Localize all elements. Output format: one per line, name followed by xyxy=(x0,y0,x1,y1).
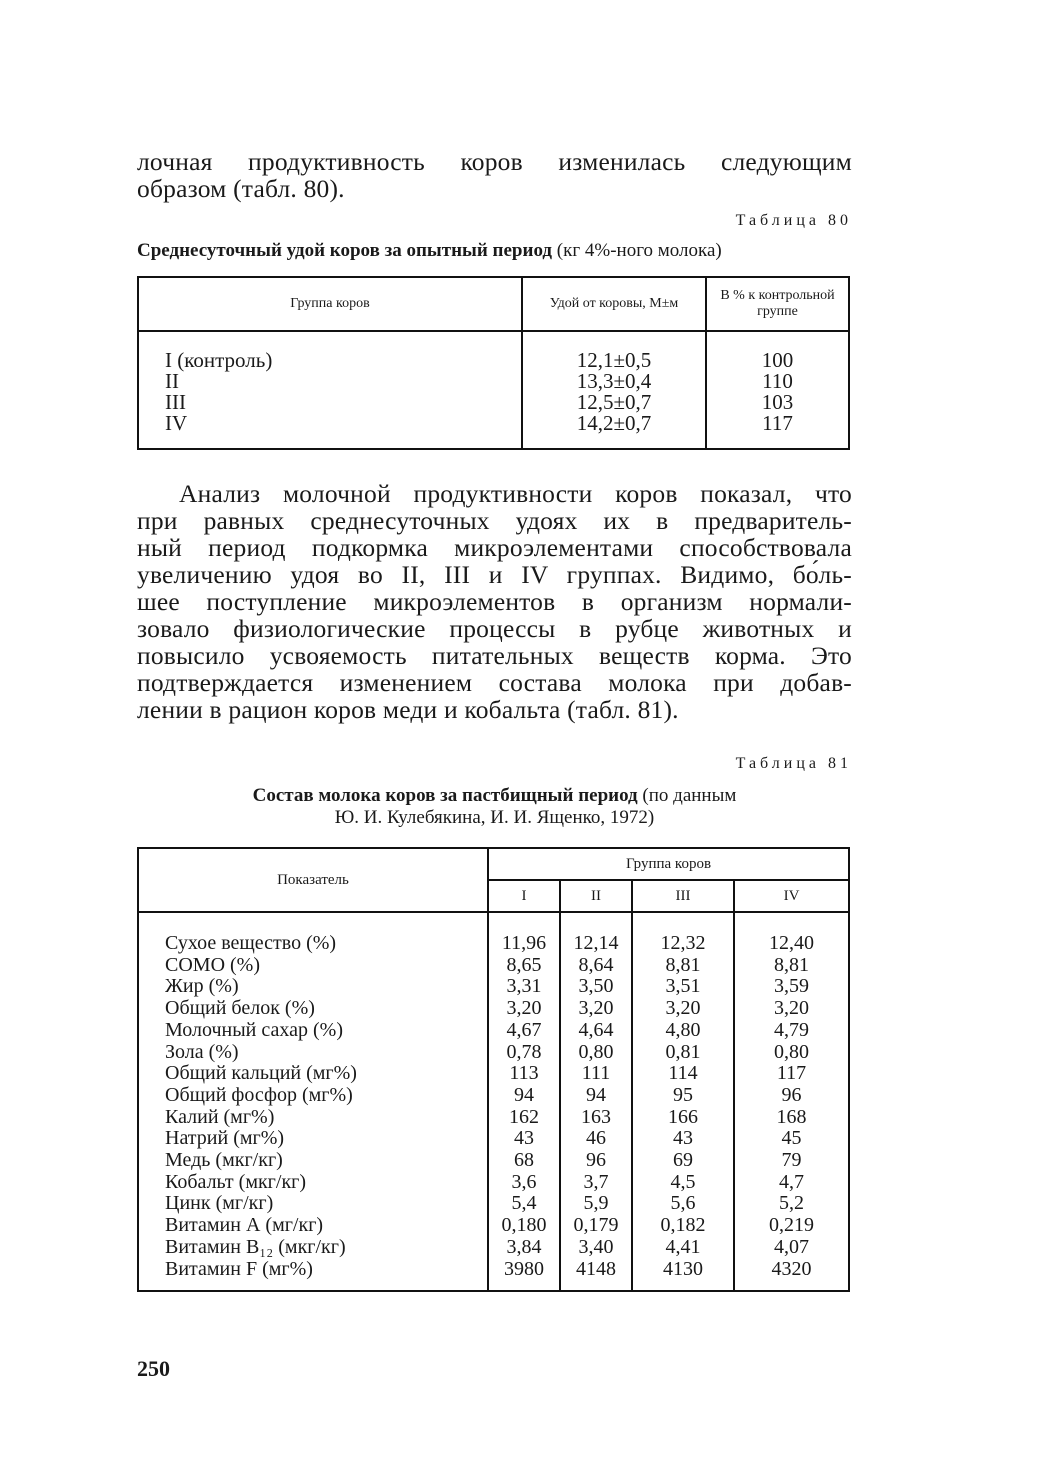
analysis-line: Анализ молочной продуктивности коров показал, что xyxy=(179,479,852,508)
indicator-cell: Общий белок (%) xyxy=(165,997,315,1020)
value-cell: 5,9 xyxy=(583,1192,609,1215)
indicator-cell: Натрий (мг%) xyxy=(165,1127,285,1150)
table81-label: Таблица 81 xyxy=(735,755,852,772)
percent-column xyxy=(706,331,849,449)
value-cell: 4,67 xyxy=(506,1018,542,1041)
value-cell: 117 xyxy=(776,1062,807,1085)
value-cell: 3,20 xyxy=(665,997,701,1020)
analysis-line: зовало физиологические процессы в рубце животных и xyxy=(137,614,852,643)
header-group: Группа коров xyxy=(138,277,522,331)
value-cell: 3,20 xyxy=(774,997,809,1020)
value-cell: 3,7 xyxy=(583,1170,609,1193)
col-i xyxy=(488,912,560,1291)
value-cell: 46 xyxy=(586,1127,606,1150)
indicator-cell: Калий (мг%) xyxy=(165,1105,275,1128)
value-cell: 68 xyxy=(514,1149,534,1172)
table81-title xyxy=(137,785,852,829)
col-iv xyxy=(734,912,849,1291)
indicator-cell: Витамин А (мг/кг) xyxy=(165,1214,324,1237)
value-cell: 166 xyxy=(668,1105,698,1128)
header-yield: Удой от коровы, М±м xyxy=(522,277,706,331)
percent-cell: 110 xyxy=(762,369,793,393)
analysis-line: шее поступление микроэлементов в организм нормали- xyxy=(137,587,852,616)
value-cell: 0,80 xyxy=(774,1040,809,1063)
value-cell: 3,31 xyxy=(506,975,542,998)
value-cell: 162 xyxy=(509,1105,539,1128)
group-cell: I (контроль) xyxy=(165,348,273,372)
value-cell: 8,81 xyxy=(665,953,701,976)
value-cell: 4,7 xyxy=(779,1170,804,1193)
yield-cell: 12,1±0,5 xyxy=(576,348,652,372)
table80-title-text: Среднесуточный удой коров за опытный период xyxy=(137,240,553,261)
value-cell: 96 xyxy=(586,1149,606,1172)
table80-title xyxy=(137,240,852,262)
intro-line: образом (табл. 80). xyxy=(137,174,345,203)
value-cell: 0,219 xyxy=(769,1214,814,1237)
col-ii xyxy=(560,912,632,1291)
value-cell: 8,64 xyxy=(578,953,614,976)
indicator-cell: Жир (%) xyxy=(165,975,239,998)
indicator-cell: Зола (%) xyxy=(165,1040,239,1063)
page-number: 250 xyxy=(137,1356,170,1381)
value-cell: 8,81 xyxy=(774,953,809,976)
analysis-line: подтверждается изменением состава молока при добав- xyxy=(137,668,852,697)
header-col-i: I xyxy=(488,880,560,912)
value-cell: 4,07 xyxy=(774,1235,809,1258)
value-cell: 163 xyxy=(581,1105,611,1128)
header-col-iii: III xyxy=(632,880,734,912)
value-cell: 3,20 xyxy=(506,997,542,1020)
indicator-cell: Витамин B₁₂ (мкг/кг) xyxy=(165,1235,346,1258)
value-cell: 3,6 xyxy=(511,1170,537,1193)
value-cell: 0,78 xyxy=(506,1040,542,1063)
value-cell: 94 xyxy=(586,1083,606,1106)
value-cell: 4,64 xyxy=(578,1018,614,1041)
value-cell: 12,32 xyxy=(660,932,706,954)
header-col-ii: II xyxy=(560,880,632,912)
value-cell: 79 xyxy=(781,1149,802,1172)
table-81 xyxy=(137,847,850,1292)
value-cell: 11,96 xyxy=(501,932,547,954)
value-cell: 3,50 xyxy=(578,975,614,998)
value-cell: 69 xyxy=(673,1149,693,1172)
value-cell: 4,41 xyxy=(665,1235,701,1258)
indicator-cell: СОМО (%) xyxy=(165,953,260,976)
indicator-cell: Общий фосфор (мг%) xyxy=(165,1083,353,1106)
analysis-paragraph xyxy=(137,480,852,723)
value-cell: 111 xyxy=(581,1062,611,1085)
value-cell: 4130 xyxy=(663,1257,703,1280)
value-cell: 0,179 xyxy=(573,1214,619,1237)
analysis-line: повысило усвояемость питательных веществ корма. Это xyxy=(137,641,852,670)
value-cell: 8,65 xyxy=(506,953,542,976)
analysis-line: при равных среднесуточных удоях их в предваритель- xyxy=(137,506,852,535)
analysis-line: ный период подкормка микроэлементами способствовала xyxy=(137,533,852,562)
indicator-column xyxy=(138,912,488,1291)
value-cell: 114 xyxy=(668,1062,698,1085)
indicator-cell: Цинк (мг/кг) xyxy=(165,1192,274,1215)
value-cell: 3,84 xyxy=(506,1235,542,1258)
indicator-cell: Молочный сахар (%) xyxy=(165,1018,343,1041)
value-cell: 43 xyxy=(514,1127,534,1150)
intro-line: лочная продуктивность коров изменилась следующим xyxy=(137,147,852,176)
value-cell: 0,180 xyxy=(501,1214,547,1237)
yield-cell: 13,3±0,4 xyxy=(576,369,652,393)
table81-title-source: (по данным xyxy=(642,785,737,806)
value-cell: 12,40 xyxy=(769,932,814,954)
value-cell: 5,2 xyxy=(779,1192,804,1215)
value-cell: 96 xyxy=(781,1083,802,1106)
group-cell: IV xyxy=(165,411,188,435)
page-content xyxy=(137,148,852,1292)
value-cell: 95 xyxy=(673,1083,693,1106)
percent-cell: 100 xyxy=(761,348,794,372)
value-cell: 5,6 xyxy=(670,1192,696,1215)
value-cell: 43 xyxy=(673,1127,693,1150)
indicator-cell: Сухое вещество (%) xyxy=(165,932,337,954)
table81-title-text: Состав молока коров за пастбищный период xyxy=(252,785,638,806)
header-group-span: Группа коров xyxy=(488,848,849,880)
value-cell: 0,80 xyxy=(578,1040,614,1063)
percent-cell: 103 xyxy=(761,390,794,414)
value-cell: 4,79 xyxy=(774,1018,809,1041)
table80-label: Таблица 80 xyxy=(735,212,852,229)
value-cell: 3,59 xyxy=(774,975,809,998)
value-cell: 45 xyxy=(781,1127,802,1150)
value-cell: 94 xyxy=(514,1083,534,1106)
value-cell: 3,51 xyxy=(665,975,701,998)
indicator-cell: Общий кальций (мг%) xyxy=(165,1062,357,1085)
indicator-cell: Витамин F (мг%) xyxy=(165,1257,313,1280)
table80-title-unit: (кг 4%-ного молока) xyxy=(556,240,722,261)
group-cell: III xyxy=(165,390,186,414)
header-col-iv: IV xyxy=(734,880,849,912)
yield-cell: 12,5±0,7 xyxy=(576,390,652,414)
value-cell: 3980 xyxy=(504,1257,544,1280)
value-cell: 168 xyxy=(776,1105,807,1128)
value-cell: 3,20 xyxy=(578,997,614,1020)
group-cell: II xyxy=(165,369,179,393)
indicator-cell: Медь (мкг/кг) xyxy=(165,1149,283,1172)
intro-paragraph xyxy=(137,148,852,202)
yield-cell: 14,2±0,7 xyxy=(576,411,652,435)
value-cell: 4320 xyxy=(771,1257,812,1280)
value-cell: 4148 xyxy=(576,1257,616,1280)
value-cell: 12,14 xyxy=(573,932,619,954)
value-cell: 3,40 xyxy=(578,1235,614,1258)
header-percent: В % к контрольной группе xyxy=(706,277,849,331)
group-column xyxy=(138,331,522,449)
value-cell: 5,4 xyxy=(511,1192,537,1215)
value-cell: 4,80 xyxy=(665,1018,701,1041)
analysis-line: увеличению удоя во II, III и IV группах. Видимо, бо́ль- xyxy=(137,560,852,589)
table81-title-line2: Ю. И. Кулебякина, И. И. Ященко, 1972) xyxy=(334,807,655,828)
value-cell: 113 xyxy=(509,1062,539,1085)
header-indicator: Показатель xyxy=(138,848,488,912)
indicator-cell: Кобальт (мкг/кг) xyxy=(165,1170,307,1193)
analysis-line: лении в рацион коров меди и кобальта (табл. 81). xyxy=(137,695,679,724)
yield-column xyxy=(522,331,706,449)
value-cell: 0,182 xyxy=(660,1214,706,1237)
col-iii xyxy=(632,912,734,1291)
value-cell: 4,5 xyxy=(670,1170,696,1193)
table-80 xyxy=(137,276,850,450)
value-cell: 0,81 xyxy=(665,1040,701,1063)
percent-cell: 117 xyxy=(762,411,793,435)
